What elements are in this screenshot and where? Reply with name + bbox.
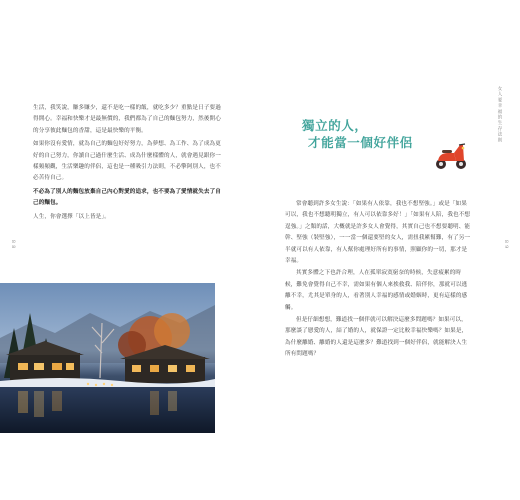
right-page-number: 8 9	[503, 240, 508, 249]
left-page-number: 8 8	[10, 240, 15, 249]
right-paragraph-1: 常會聽到許多女生說：「如果有人依靠，我也不想堅強。」或是「如果可以，我也不想聽明獨立，有人可以依靠多好！」「如果有人陪，我也不想逞強。」之類的話，大概就是許多女人會覺得，其實自己也不想要聽明、能幹、堅強（裝堅強），一一當一個還要堅的女人，需扭我累幫難，有了另一半就可以有人依靠，有人幫你處理好所有的事情，照顧你的一切，那才是幸福。	[285, 201, 471, 265]
chapter-title-line-2: 才能當一個好伴侶	[308, 135, 413, 150]
chapter-title	[302, 117, 413, 151]
hotel-night-photo-image	[0, 283, 215, 433]
left-paragraph-2: 如果你沒有愛情，就為自己的麵包好好努力，為夢想、為工作、為了成為更好的自己努力，你讀自己過什麼生活、成為什麼樣體的人，就會遇見跟你一樣頻頻觀，生活樂趣的伴侶，這也是一種吸引力法則，不必擎阿別人，也不必苦侍自己。	[33, 141, 221, 182]
hotel-night-photo	[0, 283, 215, 433]
left-paragraph-4: 人生，你會選擇「以上皆是」。	[33, 213, 110, 220]
chapter-title-line-1: 獨立的人，	[302, 118, 368, 133]
scooter-illustration	[434, 141, 468, 171]
right-paragraph-3: 但是仔細想想，難道找一個伴就可以解決這麼多問題嗎？如果可以，那麼談了戀愛的人，結了婚的人，就保證一定比較幸福快樂嗎？如果是，為什麼離婚、離婚的人還是這麼多？難道找到一個好伴侶，就能解決人生所有問題嗎？	[285, 317, 468, 358]
right-paragraph-2: 其實多體之下也許合理，人在孤單寂寞窮奈的時候，失意疲累的時候，難免會覺得自己不幸，需如果有個人來挨救我、陪伴你，那就可以逃離不幸，尤其是單身的人，看著別人幸福的感情或婚姻時，更有這樣的感觸。	[285, 270, 468, 311]
scooter-icon	[434, 141, 468, 171]
left-paragraph-1: 生活，我笑說，賺多賺少，還不是吃一樣的飯，就吃多少？重點是日子要過得開心。幸福和快樂才是最無價的，我們都為了自己的麵包努力，然後開心的分享彼此麵包的香甜，這是最快樂的平衡。	[33, 105, 221, 134]
right-page-body	[285, 199, 471, 362]
left-page-body	[33, 103, 221, 225]
left-paragraph-emphasis: 不必為了別人的麵包放棄自己內心對愛的追求，也不要為了愛情就失去了自己的麵包。	[33, 188, 221, 207]
running-header: 女人要幸福的生存法則	[497, 86, 502, 143]
